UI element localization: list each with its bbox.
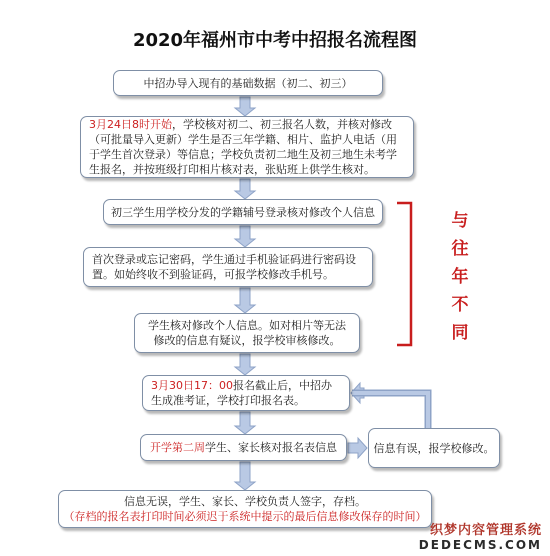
note-char: 往 xyxy=(451,239,469,259)
step-sign-and-archive-remark: （存档的报名表打印时间必须迟于系统中提示的最后信息修改保存的时间） xyxy=(63,510,427,523)
step-school-verify xyxy=(80,116,414,178)
step-registration-deadline xyxy=(142,375,350,411)
step-sign-and-archive-text: 信息无误，学生、家长、学校负责人签字，存档。 xyxy=(124,495,366,508)
step-check-registration-form-period: 开学第二周 xyxy=(150,441,205,454)
step-registration-deadline-date: 3月30日17：00 xyxy=(151,379,233,392)
step-sign-and-archive xyxy=(58,490,432,528)
step-import-base-data-text: 中招办导入现有的基础数据（初二、初三） xyxy=(143,76,353,90)
watermark-line2: DEDECMS.COM xyxy=(418,538,542,552)
step-student-modify-info-text: 学生核对修改个人信息。如对相片等无法修改的信息有疑议，报学校审核修改。 xyxy=(148,319,346,347)
note-char: 同 xyxy=(451,323,469,343)
step-check-registration-form xyxy=(140,434,347,461)
step-info-error-report xyxy=(368,428,500,468)
step-student-login-verify-text: 初三学生用学校分发的学籍辅号登录核对修改个人信息 xyxy=(111,205,375,219)
watermark-logo xyxy=(419,519,542,552)
arrow-down-7 xyxy=(235,462,255,490)
note-char: 与 xyxy=(451,211,469,231)
arrow-down-6 xyxy=(235,412,255,434)
step-registration-deadline-text: 报名截止后，中招办生成准考证，学校打印报名表。 xyxy=(151,379,332,407)
step-password-setup-text: 首次登录或忘记密码，学生通过手机验证码进行密码设置。如始终收不到验证码，可报学校修改手机号。 xyxy=(92,253,356,281)
arrow-right-to-error xyxy=(348,438,367,458)
step-check-registration-form-text: 学生、家长核对报名表信息 xyxy=(205,441,337,454)
step-student-modify-info xyxy=(134,313,360,353)
arrow-down-3 xyxy=(235,226,255,247)
step-info-error-report-text: 信息有误，报学校修改。 xyxy=(373,441,495,455)
step-student-login-verify xyxy=(103,199,383,225)
arrow-down-1 xyxy=(235,97,255,116)
bracket-different-from-previous-years xyxy=(397,203,411,345)
arrow-down-5 xyxy=(235,354,255,375)
step-password-setup xyxy=(83,247,373,287)
step-import-base-data xyxy=(113,70,383,96)
arrow-down-4 xyxy=(235,288,255,313)
note-different-from-previous-years xyxy=(445,207,475,347)
watermark-line1: 织梦内容管理系统 xyxy=(429,523,542,538)
note-char: 年 xyxy=(451,267,469,287)
step-school-verify-date: 3月24日8时开始 xyxy=(89,118,172,131)
page-title: 2020年福州市中考中招报名流程图 xyxy=(132,30,418,51)
arrow-down-2 xyxy=(235,179,255,199)
step-school-verify-text: ，学校核对初二、初三报名人数，并核对修改（可批量导入更新）学生是否三年学籍、相片、监护人电话（用于学生首次登录）等信息；学校负责初二地生及初三地生未考学生报名，并按班级打印相片核对表，张贴班上供学生核对。 xyxy=(89,118,397,176)
note-char: 不 xyxy=(451,295,469,315)
